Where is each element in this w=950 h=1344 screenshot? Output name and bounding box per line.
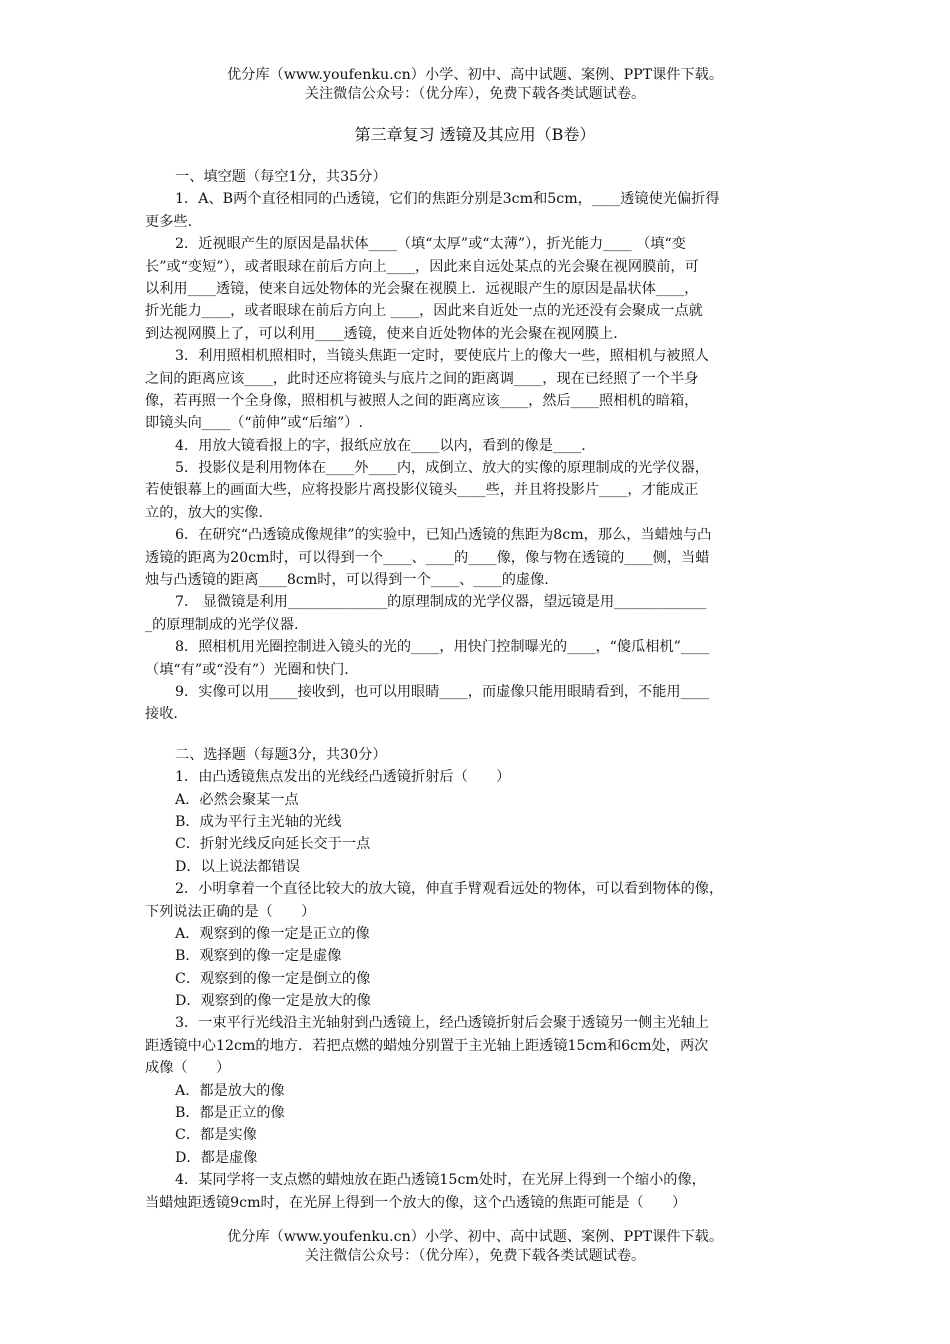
- question-line: 9．实像可以用____接收到，也可以用眼睛____，而虚像只能用眼睛看到，不能用____: [175, 683, 709, 700]
- footer-line-2: 关注微信公众号：（优分库），免费下载各类试题试卷。: [304, 1248, 646, 1264]
- option-line: A．必然会聚某一点: [175, 791, 299, 808]
- question-line: 到达视网膜上了，可以利用____透镜，使来自近处物体的光会聚在视网膜上.: [145, 325, 618, 342]
- option-line: D．都是虚像: [175, 1149, 258, 1166]
- section-1-heading: 一、填空题（每空1分，共35分）: [175, 169, 387, 185]
- question-line: 像，若再照一个全身像，照相机与被照人之间的距离应该____，然后____照相机的暗箱，: [145, 392, 699, 409]
- question-line: 7． 显微镜是利用______________的原理制成的光学仪器，望远镜是用_____________: [175, 594, 707, 611]
- question-line: 折光能力____，或者眼球在前后方向上 ____，因此来自近处一点的光还没有会聚成一点就: [145, 303, 703, 320]
- question-line: 以利用____透镜，使来自远处物体的光会聚在视膜上．远视眼产生的原因是晶状体____，: [145, 280, 699, 297]
- option-line: A．观察到的像一定是正立的像: [175, 925, 370, 942]
- question-line: 1．A、B两个直径相同的凸透镜，它们的焦距分别是3cm和5cm，____透镜使光偏折得: [175, 191, 720, 208]
- question-line: 3．利用照相机照相时，当镜头焦距一定时，要使底片上的像大一些，照相机与被照人: [175, 348, 709, 365]
- option-line: C．都是实像: [175, 1127, 257, 1144]
- question-line: _的原理制成的光学仪器.: [145, 616, 299, 633]
- question-line: 距透镜中心12cm的地方．若把点燃的蜡烛分别置于主光轴上距透镜15cm和6cm处，两次: [145, 1037, 709, 1054]
- option-line: A．都是放大的像: [175, 1082, 285, 1099]
- header-line-2: 关注微信公众号：（优分库），免费下载各类试题试卷。: [304, 86, 646, 102]
- question-line: 4．用放大镜看报上的字，报纸应放在____以内，看到的像是____.: [175, 437, 586, 454]
- question-line: 5．投影仪是利用物体在____外____内，成倒立、放大的实像的原理制成的光学仪器，: [175, 460, 709, 477]
- option-line: C．折射光线反向延长交于一点: [175, 836, 371, 853]
- page-footer: [0, 1228, 950, 1266]
- question-line: 1．由凸透镜焦点发出的光线经凸透镜折射后（ ）: [175, 769, 511, 786]
- question-line: 长”或“变短”），或者眼球在前后方向上____，因此来自远处某点的光会聚在视网膜前，可: [145, 258, 699, 275]
- question-line: 2．近视眼产生的原因是晶状体____（填“太厚”或“太薄”），折光能力____ （填“变: [175, 236, 686, 253]
- option-line: B．成为平行主光轴的光线: [175, 813, 342, 830]
- option-line: C．观察到的像一定是倒立的像: [175, 970, 371, 987]
- question-line: 8．照相机用光圈控制进入镜头的光的____，用快门控制曝光的____，“傻瓜相机”____: [175, 639, 710, 656]
- question-line: 接收.: [145, 706, 178, 723]
- question-line: 当蜡烛距透镜9cm时，在光屏上得到一个放大的像，这个凸透镜的焦距可能是（ ）: [145, 1194, 687, 1211]
- page-header: [0, 66, 950, 104]
- question-line: 成像（ ）: [145, 1060, 231, 1077]
- question-line: 若使银幕上的画面大些，应将投影片离投影仪镜头____些，并且将投影片____，才能成正: [145, 482, 699, 499]
- question-line: 更多些.: [145, 213, 193, 230]
- section-2-heading: 二、选择题（每题3分，共30分）: [175, 746, 387, 763]
- question-line: 之间的距离应该____，此时还应将镜头与底片之间的距离调____，现在已经照了一个半身: [145, 370, 699, 387]
- question-line: 即镜头向____（“前伸”或“后缩”）.: [145, 415, 363, 432]
- section-spacer: [145, 726, 807, 744]
- option-line: B．都是正立的像: [175, 1105, 285, 1122]
- question-line: 透镜的距离为20cm时，可以得到一个____、____的____像，像与物在透镜的____侧，当蜡: [145, 549, 710, 566]
- question-line: 3．一束平行光线沿主光轴射到凸透镜上，经凸透镜折射后会聚于透镜另一侧主光轴上: [175, 1015, 709, 1032]
- footer-line-1: 优分库（www.youfenku.cn）小学、初中、高中试题、案例、PPT课件下载。: [226, 1229, 724, 1245]
- option-line: D．以上说法都错误: [175, 858, 300, 875]
- option-line: D．观察到的像一定是放大的像: [175, 993, 371, 1010]
- option-line: B．观察到的像一定是虚像: [175, 948, 342, 965]
- question-line: 2．小明拿着一个直径比较大的放大镜，伸直手臂观看远处的物体，可以看到物体的像，: [175, 881, 724, 898]
- question-line: 立的，放大的实像.: [145, 504, 264, 521]
- question-line: 下列说法正确的是（ ）: [145, 903, 316, 920]
- question-line: 4．某同学将一支点燃的蜡烛放在距凸透镜15cm处时，在光屏上得到一个缩小的像，: [175, 1172, 706, 1189]
- question-line: （填“有”或“没有”）光圈和快门.: [145, 661, 349, 678]
- question-line: 6．在研究“凸透镜成像规律”的实验中，已知凸透镜的焦距为8cm，那么，当蜡烛与凸: [175, 527, 712, 544]
- document-body: [145, 166, 807, 1214]
- page-title: 第三章复习 透镜及其应用（B卷）: [354, 125, 596, 144]
- header-line-1: 优分库（www.youfenku.cn）小学、初中、高中试题、案例、PPT课件下载。: [226, 67, 724, 83]
- question-line: 烛与凸透镜的距离____8cm时，可以得到一个____、____的虚像.: [145, 572, 549, 589]
